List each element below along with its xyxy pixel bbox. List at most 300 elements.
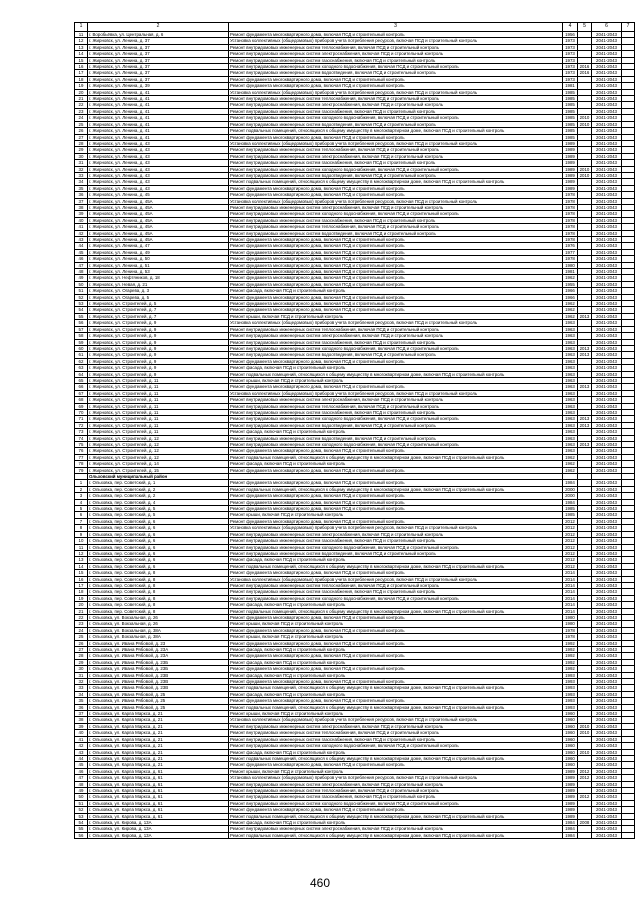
cell-planned-period: 2041-2043 bbox=[592, 499, 622, 505]
cell-row-number: 79 bbox=[75, 467, 88, 473]
column-header: 5 bbox=[578, 23, 592, 32]
cell-planned-period: 2041-2043 bbox=[592, 384, 622, 390]
cell-row-number: 40 bbox=[75, 730, 88, 736]
cell-row-number: 39 bbox=[75, 211, 88, 217]
cell-row-number: 76 bbox=[75, 448, 88, 454]
cell-planned-period: 2041-2043 bbox=[592, 608, 622, 614]
cell-row-number: 44 bbox=[75, 755, 88, 761]
cell-work-type: Ремонт фундамента многоквартирного дома, включая ПСД и строительный контроль bbox=[229, 294, 563, 300]
cell-build-year: 1993 bbox=[563, 679, 578, 685]
cell-address: г. Ольховка, пер. Советский, д. 4 bbox=[88, 499, 229, 505]
cell-planned-period: 2041-2043 bbox=[592, 89, 622, 95]
cell-planned-period: 2041-2043 bbox=[592, 538, 622, 544]
cell-work-type: Ремонт внутридомовых инженерных систем холодного водоснабжения, включая ПСД и строительный контроль bbox=[229, 166, 563, 172]
cell-address: г. Ольховка, ул. Кирова, д. 13А bbox=[88, 826, 229, 832]
cell-row-number: 32 bbox=[75, 166, 88, 172]
cell-last-repair-year: 2010 bbox=[578, 749, 592, 755]
cell-work-type: Ремонт фундамента многоквартирного дома, включая ПСД и строительный контроль bbox=[229, 640, 563, 646]
cell-last-repair-year: 2012 bbox=[578, 768, 592, 774]
cell-address: г. Жирновск, ул. Ленина, д. 43 bbox=[88, 160, 229, 166]
cell-build-year: 1985 bbox=[563, 89, 578, 95]
cell-build-year: 1963 bbox=[563, 326, 578, 332]
cell-row-number: 45 bbox=[75, 249, 88, 255]
cell-work-type: Ремонт фундамента многоквартирного дома, включая ПСД и строительный контроль bbox=[229, 614, 563, 620]
cell-address: г. Ольховка, ул. Карла Маркса, д. 61 bbox=[88, 787, 229, 793]
cell-work-type: Ремонт внутридомовых инженерных систем водоотведения, включая ПСД и строительный контроль bbox=[229, 422, 563, 428]
cell-work-type: Ремонт подвальных помещений, относящихся к общему имуществу в многоквартирном доме, включая ПСД и строительный контроль bbox=[229, 563, 563, 569]
cell-address: г. Жирновск, ул. Ленина, д. 45А bbox=[88, 198, 229, 204]
cell-build-year: 2012 bbox=[563, 557, 578, 563]
cell-planned-period: 2041-2043 bbox=[592, 787, 622, 793]
cell-last-repair-year: 2008 bbox=[578, 819, 592, 825]
cell-work-type: Ремонт внутридомовых инженерных систем теплоснабжения, включая ПСД и строительный контроль bbox=[229, 326, 563, 332]
cell-address: г. Ольховка, ул. Карла Маркса, д. 21 bbox=[88, 755, 229, 761]
cell-work-type: Ремонт фасада, включая ПСД и строительный контроль bbox=[229, 365, 563, 371]
cell-planned-period: 2041-2043 bbox=[592, 730, 622, 736]
cell-build-year: 1989 bbox=[563, 787, 578, 793]
cell-address: г. Жирновск, ул. Ленина, д. 37 bbox=[88, 38, 229, 44]
cell-row-number: 63 bbox=[75, 365, 88, 371]
cell-row-number: 2 bbox=[75, 486, 88, 492]
cell-row-number: 28 bbox=[75, 140, 88, 146]
cell-row-number: 15 bbox=[75, 570, 88, 576]
cell-row-number: 40 bbox=[75, 217, 88, 223]
cell-address: г. Ольховка, ул. Карла Маркса, д. 21 bbox=[88, 723, 229, 729]
cell-extra bbox=[622, 832, 635, 838]
cell-address: г. Ольховка, ул. Карла Маркса, д. 21 bbox=[88, 711, 229, 717]
cell-planned-period: 2041-2043 bbox=[592, 486, 622, 492]
cell-planned-period: 2041-2043 bbox=[592, 281, 622, 287]
cell-row-number: 9 bbox=[75, 531, 88, 537]
cell-build-year: 1963 bbox=[563, 390, 578, 396]
cell-row-number: 75 bbox=[75, 442, 88, 448]
cell-row-number: 13 bbox=[75, 44, 88, 50]
cell-row-number: 47 bbox=[75, 775, 88, 781]
cell-planned-period: 2041-2043 bbox=[592, 768, 622, 774]
cell-work-type: Ремонт фундамента многоквартирного дома, включая ПСД и строительный контроль bbox=[229, 237, 563, 243]
cell-address: г. Жирновск, ул. Ленина, д. 50 bbox=[88, 256, 229, 262]
cell-row-number: 62 bbox=[75, 358, 88, 364]
cell-work-type: Ремонт подвальных помещений, относящихся к общему имуществу в многоквартирном доме, включая ПСД и строительный контроль bbox=[229, 128, 563, 134]
cell-last-repair-year: 2010 bbox=[578, 730, 592, 736]
cell-row-number: 43 bbox=[75, 749, 88, 755]
cell-planned-period: 2041-2043 bbox=[592, 262, 622, 268]
cell-planned-period: 2041-2043 bbox=[592, 301, 622, 307]
cell-planned-period: 2041-2043 bbox=[592, 51, 622, 57]
cell-build-year: 1973 bbox=[563, 64, 578, 70]
cell-planned-period: 2041-2043 bbox=[592, 409, 622, 415]
cell-build-year: 1985 bbox=[563, 115, 578, 121]
cell-last-repair-year: 2010 bbox=[578, 172, 592, 178]
cell-address: г. Жирновск, ул. Строителей, д. 9 bbox=[88, 333, 229, 339]
cell-work-type: Ремонт внутридомовых инженерных систем холодного водоснабжения, включая ПСД и строительный контроль bbox=[229, 743, 563, 749]
cell-planned-period: 2041-2043 bbox=[592, 32, 622, 38]
cell-build-year: 1989 bbox=[563, 179, 578, 185]
cell-row-number: 31 bbox=[75, 160, 88, 166]
cell-row-number: 48 bbox=[75, 269, 88, 275]
cell-address: г. Ольховка, ул. Карла Маркса, д. 61 bbox=[88, 768, 229, 774]
cell-planned-period: 2041-2043 bbox=[592, 570, 622, 576]
cell-address: г. Жирновск, ул. Нефтяников, д. 18 bbox=[88, 275, 229, 281]
cell-build-year: 1963 bbox=[563, 442, 578, 448]
cell-work-type: Ремонт внутридомовых инженерных систем газоснабжения, включая ПСД и строительный контроль bbox=[229, 339, 563, 345]
cell-planned-period: 2041-2043 bbox=[592, 685, 622, 691]
cell-row-number: 4 bbox=[75, 499, 88, 505]
cell-planned-period: 2041-2043 bbox=[592, 377, 622, 383]
cell-planned-period: 2041-2043 bbox=[592, 698, 622, 704]
cell-last-repair-year: 2012 bbox=[578, 775, 592, 781]
cell-planned-period: 2041-2043 bbox=[592, 531, 622, 537]
cell-address: г. Жирновск, ул. Ленина, д. 37 bbox=[88, 76, 229, 82]
cell-address: г. Жирновск, ул. Строителей, д. 11 bbox=[88, 429, 229, 435]
cell-build-year: 1993 bbox=[563, 672, 578, 678]
cell-address: г. Ольховка, ул. Ивана Рябовой, д. 25 bbox=[88, 698, 229, 704]
cell-row-number: 21 bbox=[75, 96, 88, 102]
cell-address: г. Жирновск, ул. Строителей, д. 9 bbox=[88, 358, 229, 364]
cell-planned-period: 2041-2043 bbox=[592, 102, 622, 108]
cell-address: г. Ольховка, ул. Ивана Рябовой, д. 25 bbox=[88, 704, 229, 710]
cell-planned-period: 2041-2043 bbox=[592, 121, 622, 127]
cell-address: г. Ольховка, пер. Советский, д. 8 bbox=[88, 608, 229, 614]
cell-planned-period: 2041-2043 bbox=[592, 794, 622, 800]
cell-row-number: 29 bbox=[75, 147, 88, 153]
cell-address: г. Жирновск, ул. Строителей, д. 12 bbox=[88, 435, 229, 441]
cell-planned-period: 2041-2043 bbox=[592, 563, 622, 569]
cell-planned-period: 2041-2043 bbox=[592, 621, 622, 627]
cell-work-type: Ремонт подвальных помещений, относящихся к общему имуществу в многоквартирном доме, включая ПСД и строительный контроль bbox=[229, 608, 563, 614]
cell-work-type: Ремонт подвальных помещений, относящихся к общему имуществу в многоквартирном доме, включая ПСД и строительный контроль bbox=[229, 685, 563, 691]
cell-planned-period: 2041-2043 bbox=[592, 640, 622, 646]
cell-work-type: Ремонт фундамента многоквартирного дома, включая ПСД и строительный контроль bbox=[229, 448, 563, 454]
cell-planned-period: 2041-2043 bbox=[592, 326, 622, 332]
cell-address: г. Жирновск, ул. Ленина, д. 43 bbox=[88, 166, 229, 172]
cell-planned-period: 2041-2043 bbox=[592, 192, 622, 198]
cell-row-number: 44 bbox=[75, 243, 88, 249]
cell-address: г. Ольховка, ул. Вокзальная, д. 26 bbox=[88, 614, 229, 620]
cell-work-type: Ремонт внутридомовых инженерных систем теплоснабжения, включая ПСД и строительный контроль bbox=[229, 403, 563, 409]
cell-row-number: 37 bbox=[75, 198, 88, 204]
cell-row-number: 12 bbox=[75, 550, 88, 556]
cell-planned-period: 2041-2043 bbox=[592, 345, 622, 351]
cell-address: г. Жирновск, ул. Строителей, д. 15 bbox=[88, 467, 229, 473]
cell-planned-period: 2041-2043 bbox=[592, 140, 622, 146]
cell-planned-period: 2041-2043 bbox=[592, 493, 622, 499]
cell-planned-period: 2041-2043 bbox=[592, 666, 622, 672]
cell-planned-period: 2041-2043 bbox=[592, 358, 622, 364]
cell-row-number: 38 bbox=[75, 204, 88, 210]
cell-work-type: Ремонт внутридомовых инженерных систем газоснабжения, включая ПСД и строительный контроль bbox=[229, 409, 563, 415]
cell-build-year: 1989 bbox=[563, 160, 578, 166]
cell-row-number: 23 bbox=[75, 108, 88, 114]
cell-address: г. Ольховка, пер. Советский, д. 5 bbox=[88, 512, 229, 518]
cell-work-type: Ремонт внутридомовых инженерных систем водоотведения, включая ПСД и строительный контроль bbox=[229, 70, 563, 76]
cell-build-year: 1962 bbox=[563, 467, 578, 473]
cell-planned-period: 2041-2043 bbox=[592, 653, 622, 659]
cell-work-type: Ремонт внутридомовых инженерных систем электроснабжения, включая ПСД и строительный контроль bbox=[229, 51, 563, 57]
cell-build-year: 1993 bbox=[563, 685, 578, 691]
cell-build-year: 1989 bbox=[563, 800, 578, 806]
cell-work-type: Установка коллективных (общедомовых) приборов учета потребления ресурсов, включая ПСД и строительный контроль bbox=[229, 89, 563, 95]
cell-address: г. Жирновск, ул. Строителей, д. 7 bbox=[88, 307, 229, 313]
cell-work-type: Ремонт внутридомовых инженерных систем электроснабжения, включая ПСД и строительный контроль bbox=[229, 204, 563, 210]
cell-address: г. Ольховка, ул. Карла Маркса, д. 61 bbox=[88, 813, 229, 819]
column-header: 6 bbox=[592, 23, 622, 32]
cell-address: г. Жирновск, ул. Ленина, д. 43 bbox=[88, 140, 229, 146]
cell-address: г. Жирновск, ул. Ленина, д. 41 bbox=[88, 115, 229, 121]
cell-row-number: 47 bbox=[75, 262, 88, 268]
cell-work-type: Ремонт внутридомовых инженерных систем холодного водоснабжения, включая ПСД и строительный контроль bbox=[229, 211, 563, 217]
cell-address: Ольховский муниципальный район bbox=[88, 474, 229, 480]
cell-address: г. Жирновск, ул. Невая, д. 21 bbox=[88, 281, 229, 287]
page-number: 460 bbox=[309, 876, 331, 890]
cell-planned-period: 2041-2043 bbox=[592, 57, 622, 63]
cell-last-repair-year: 2013 bbox=[578, 384, 592, 390]
cell-address: г. Ольховка, ул. Карла Маркса, д. 21 bbox=[88, 762, 229, 768]
cell-build-year: 1960 bbox=[563, 749, 578, 755]
cell-build-year: 1978 bbox=[563, 237, 578, 243]
cell-work-type: Ремонт внутридомовых инженерных систем электроснабжения, включая ПСД и строительный контроль bbox=[229, 102, 563, 108]
cell-work-type: Ремонт внутридомовых инженерных систем водоотведения, включая ПСД и строительный контроль bbox=[229, 352, 563, 358]
cell-build-year: 1966 bbox=[563, 294, 578, 300]
cell-work-type: Ремонт фасада, включая ПСД и строительный контроль bbox=[229, 429, 563, 435]
cell-address: г. Жирновск, ул. Ленина, д. 41 bbox=[88, 108, 229, 114]
cell-address: г. Ольховка, ул. Вокзальная, д. 38А bbox=[88, 634, 229, 640]
cell-planned-period: 2041-2043 bbox=[592, 160, 622, 166]
cell-build-year: 2014 bbox=[563, 589, 578, 595]
cell-planned-period: 2041-2043 bbox=[592, 704, 622, 710]
cell-row-number: 23 bbox=[75, 621, 88, 627]
cell-work-type: Ремонт фундамента многоквартирного дома, включая ПСД и строительный контроль bbox=[229, 570, 563, 576]
cell-planned-period: 2041-2043 bbox=[592, 755, 622, 761]
cell-work-type: Ремонт внутридомовых инженерных систем электроснабжения, включая ПСД и строительный контроль bbox=[229, 153, 563, 159]
cell-address: г. Ольховка, ул. Карла Маркса, д. 61 bbox=[88, 800, 229, 806]
cell-planned-period: 2041-2043 bbox=[592, 454, 622, 460]
cell-build-year: 1963 bbox=[563, 435, 578, 441]
cell-work-type: Установка коллективных (общедомовых) приборов учета потребления ресурсов, включая ПСД и строительный контроль bbox=[229, 38, 563, 44]
cell-build-year: 1962 bbox=[563, 313, 578, 319]
cell-work-type: Ремонт внутридомовых инженерных систем электроснабжения, включая ПСД и строительный контроль bbox=[229, 723, 563, 729]
cell-work-type: Ремонт внутридомовых инженерных систем электроснабжения, включая ПСД и строительный контроль bbox=[229, 781, 563, 787]
cell-work-type: Ремонт внутридомовых инженерных систем теплоснабжения, включая ПСД и строительный контроль bbox=[229, 582, 563, 588]
cell-row-number: 68 bbox=[75, 397, 88, 403]
cell-planned-period: 2041-2043 bbox=[592, 525, 622, 531]
cell-work-type: Ремонт фундамента многоквартирного дома, включая ПСД и строительный контроль bbox=[229, 269, 563, 275]
table-body bbox=[75, 32, 635, 839]
cell-work-type: Ремонт фундамента многоквартирного дома, включая ПСД и строительный контроль bbox=[229, 32, 563, 38]
cell-row-number: 17 bbox=[75, 582, 88, 588]
cell-build-year: 1973 bbox=[563, 76, 578, 82]
cell-row-number: 14 bbox=[75, 563, 88, 569]
cell-build-year: 2014 bbox=[563, 602, 578, 608]
cell-build-year: 1963 bbox=[563, 397, 578, 403]
cell-planned-period: 2041-2043 bbox=[592, 237, 622, 243]
cell-row-number: 56 bbox=[75, 320, 88, 326]
cell-build-year: 1984 bbox=[563, 819, 578, 825]
cell-last-repair-year: 2013 bbox=[578, 352, 592, 358]
cell-build-year: 1973 bbox=[563, 57, 578, 63]
cell-row-number: 51 bbox=[75, 288, 88, 294]
cell-build-year: 1963 bbox=[563, 377, 578, 383]
cell-planned-period: 2041-2043 bbox=[592, 775, 622, 781]
cell-work-type: Ремонт фундамента многоквартирного дома, включая ПСД и строительный контроль bbox=[229, 185, 563, 191]
cell-row-number: 53 bbox=[75, 301, 88, 307]
cell-work-type: Ремонт фундамента многоквартирного дома, включая ПСД и строительный контроль bbox=[229, 506, 563, 512]
cell-row-number: 33 bbox=[75, 172, 88, 178]
cell-planned-period: 2041-2043 bbox=[592, 480, 622, 486]
cell-planned-period: 2041-2043 bbox=[592, 179, 622, 185]
cell-build-year: 1963 bbox=[563, 358, 578, 364]
cell-build-year: 1960 bbox=[563, 755, 578, 761]
cell-row-number: 65 bbox=[75, 377, 88, 383]
cell-build-year: 1963 bbox=[563, 333, 578, 339]
cell-work-type: Установка коллективных (общедомовых) приборов учета потребления ресурсов, включая ПСД и строительный контроль bbox=[229, 198, 563, 204]
cell-address: г. Жирновск, ул. Ленина, д. 49 bbox=[88, 249, 229, 255]
cell-address: г. Жирновск, ул. Строителей, д. 11 bbox=[88, 390, 229, 396]
cell-build-year: 1985 bbox=[563, 102, 578, 108]
cell-build-year: 1960 bbox=[563, 762, 578, 768]
cell-work-type: Ремонт фасада, включая ПСД и строительный контроль bbox=[229, 691, 563, 697]
cell-build-year: 2012 bbox=[563, 563, 578, 569]
cell-planned-period: 2041-2043 bbox=[592, 185, 622, 191]
cell-address: г. Жирновск, ул. Строителей, д. 12 bbox=[88, 448, 229, 454]
cell-row-number: 12 bbox=[75, 38, 88, 44]
cell-row-number: 64 bbox=[75, 371, 88, 377]
cell-row-number: 36 bbox=[75, 192, 88, 198]
cell-build-year: 1992 bbox=[563, 640, 578, 646]
cell-build-year: 1989 bbox=[563, 185, 578, 191]
cell-build-year: 1963 bbox=[563, 403, 578, 409]
cell-row-number: 74 bbox=[75, 435, 88, 441]
cell-planned-period: 2041-2043 bbox=[592, 166, 622, 172]
cell-address: г. Жирновск, ул. Огарева, д. 3 bbox=[88, 288, 229, 294]
cell-address: г. Жирновск, ул. Ленина, д. 43 bbox=[88, 185, 229, 191]
cell-address: г. Жирновск, ул. Ленина, д. 37 bbox=[88, 57, 229, 63]
cell-row-number: 37 bbox=[75, 711, 88, 717]
cell-build-year: 1973 bbox=[563, 44, 578, 50]
cell-row-number: 73 bbox=[75, 429, 88, 435]
cell-planned-period: 2041-2043 bbox=[592, 397, 622, 403]
cell-row-number: 26 bbox=[75, 128, 88, 134]
cell-row-number: 11 bbox=[75, 32, 88, 38]
cell-work-type: Ремонт внутридомовых инженерных систем газоснабжения, включая ПСД и строительный контроль bbox=[229, 794, 563, 800]
cell-address: г. Ольховка, пер. Советский, д. 6 bbox=[88, 563, 229, 569]
cell-row-number: 71 bbox=[75, 416, 88, 422]
cell-last-repair-year: 2010 bbox=[578, 166, 592, 172]
cell-build-year: 1985 bbox=[563, 128, 578, 134]
cell-row-number: 8 bbox=[75, 525, 88, 531]
cell-build-year: 2012 bbox=[563, 538, 578, 544]
cell-work-type: Ремонт фундамента многоквартирного дома, включая ПСД и строительный контроль bbox=[229, 653, 563, 659]
cell-work-type: Ремонт фундамента многоквартирного дома, включая ПСД и строительный контроль bbox=[229, 243, 563, 249]
cell-row-number: 19 bbox=[75, 595, 88, 601]
cell-work-type: Ремонт фундамента многоквартирного дома, включая ПСД и строительный контроль bbox=[229, 301, 563, 307]
cell-work-type: Ремонт подвальных помещений, относящихся к общему имуществу в многоквартирном доме, включая ПСД и строительный контроль bbox=[229, 832, 563, 838]
cell-work-type: Ремонт фундамента многоквартирного дома, включая ПСД и строительный контроль bbox=[229, 249, 563, 255]
cell-row-number: 38 bbox=[75, 717, 88, 723]
cell-work-type: Ремонт подвальных помещений, относящихся к общему имуществу в многоквартирном доме, включая ПСД и строительный контроль bbox=[229, 486, 563, 492]
cell-planned-period: 2041-2043 bbox=[592, 813, 622, 819]
cell-row-number: 45 bbox=[75, 762, 88, 768]
cell-work-type: Ремонт фундамента многоквартирного дома, включая ПСД и строительный контроль bbox=[229, 467, 563, 473]
cell-planned-period: 2041-2043 bbox=[592, 550, 622, 556]
cell-work-type: Ремонт внутридомовых инженерных систем водоотведения, включая ПСД и строительный контроль bbox=[229, 435, 563, 441]
cell-work-type: Ремонт внутридомовых инженерных систем электроснабжения, включая ПСД и строительный контроль bbox=[229, 397, 563, 403]
cell-work-type: Ремонт подвальных помещений, относящихся к общему имуществу в многоквартирном доме, включая ПСД и строительный контроль bbox=[229, 371, 563, 377]
cell-address: г. Ольховка, пер. Советский, д. 2 bbox=[88, 493, 229, 499]
cell-row-number: 28 bbox=[75, 653, 88, 659]
cell-last-repair-year: 2016 bbox=[578, 70, 592, 76]
cell-address: г. Ольховка, пер. Советский, д. 8 bbox=[88, 589, 229, 595]
cell-row-number: 35 bbox=[75, 698, 88, 704]
cell-address: г. Жирновск, ул. Строителей, д. 9 bbox=[88, 320, 229, 326]
cell-address: г. Жирновск, ул. Строителей, д. 12 bbox=[88, 454, 229, 460]
cell-row-number: 55 bbox=[75, 826, 88, 832]
cell-planned-period: 2041-2043 bbox=[592, 307, 622, 313]
cell-build-year: 1978 bbox=[563, 256, 578, 262]
cell-address: г. Жирновск, ул. Ленина, д. 45А bbox=[88, 211, 229, 217]
cell-work-type: Ремонт внутридомовых инженерных систем холодного водоснабжения, включая ПСД и строительный контроль bbox=[229, 595, 563, 601]
cell-address: г. Ольховка, ул. Карла Маркса, д. 21 bbox=[88, 730, 229, 736]
cell-work-type: Ремонт внутридомовых инженерных систем холодного водоснабжения, включая ПСД и строительный контроль bbox=[229, 442, 563, 448]
cell-planned-period: 2041-2043 bbox=[592, 832, 622, 838]
cell-build-year: 1984 bbox=[563, 499, 578, 505]
cell-address: г. Ольховка, ул. Карла Маркса, д. 21 bbox=[88, 743, 229, 749]
cell-build-year: 1980 bbox=[563, 614, 578, 620]
cell-planned-period: 2041-2043 bbox=[592, 390, 622, 396]
cell-address: г. Жирновск, ул. Ленина, д. 53 bbox=[88, 269, 229, 275]
cell-row-number: 34 bbox=[75, 691, 88, 697]
cell-build-year: 2000 bbox=[563, 493, 578, 499]
cell-row-number: 14 bbox=[75, 51, 88, 57]
cell-planned-period: 2041-2043 bbox=[592, 64, 622, 70]
cell-address: г. Жирновск, ул. Строителей, д. 9 bbox=[88, 352, 229, 358]
cell-work-type: Установка коллективных (общедомовых) приборов учета потребления ресурсов, включая ПСД и строительный контроль bbox=[229, 525, 563, 531]
cell-last-repair-year: 2010 bbox=[578, 723, 592, 729]
cell-row-number: 18 bbox=[75, 589, 88, 595]
cell-address: г. Ольховка, ул. Ивана Рябовой, д. 23Б bbox=[88, 659, 229, 665]
cell-work-type: Ремонт внутридомовых инженерных систем холодного водоснабжения, включая ПСД и строительный контроль bbox=[229, 416, 563, 422]
cell-row-number: 46 bbox=[75, 768, 88, 774]
cell-build-year: 2012 bbox=[563, 550, 578, 556]
cell-address: г. Жирновск, ул. Строителей, д. 7 bbox=[88, 313, 229, 319]
cell-planned-period: 2041-2043 bbox=[592, 352, 622, 358]
cell-build-year: 2014 bbox=[563, 570, 578, 576]
cell-row-number: 26 bbox=[75, 640, 88, 646]
cell-planned-period: 2041-2043 bbox=[592, 333, 622, 339]
cell-address: г. Ольховка, ул. Карла Маркса, д. 21 bbox=[88, 749, 229, 755]
cell-planned-period: 2041-2043 bbox=[592, 800, 622, 806]
cell-address: г. Ольховка, пер. Советский, д. 8 bbox=[88, 602, 229, 608]
cell-address: г. Ольховка, пер. Советский, д. 8 bbox=[88, 595, 229, 601]
cell-last-repair-year bbox=[578, 832, 592, 838]
cell-address: г. Ольховка, пер. Советский, д. 8 bbox=[88, 570, 229, 576]
cell-row-number: 46 bbox=[75, 256, 88, 262]
cell-row-number: 29 bbox=[75, 659, 88, 665]
cell-work-type: Ремонт фундамента многоквартирного дома, включая ПСД и строительный контроль bbox=[229, 480, 563, 486]
cell-work-type: Ремонт фундамента многоквартирного дома, включая ПСД и строительный контроль bbox=[229, 358, 563, 364]
cell-work-type: Ремонт внутридомовых инженерных систем газоснабжения, включая ПСД и строительный контроль bbox=[229, 108, 563, 114]
cell-build-year: 1981 bbox=[563, 269, 578, 275]
cell-address: г. Ольховка, ул. Кирова, д. 13А bbox=[88, 832, 229, 838]
cell-work-type: Ремонт внутридомовых инженерных систем теплоснабжения, включая ПСД и строительный контроль bbox=[229, 730, 563, 736]
cell-work-type: Установка коллективных (общедомовых) приборов учета потребления ресурсов, включая ПСД и строительный контроль bbox=[229, 320, 563, 326]
cell-build-year: 1962 bbox=[563, 461, 578, 467]
cell-work-type: Ремонт крыши, включая ПСД и строительный контроль bbox=[229, 313, 563, 319]
cell-build-year: 1963 bbox=[563, 339, 578, 345]
cell-work-type: Ремонт фундамента многоквартирного дома, включая ПСД и строительный контроль bbox=[229, 627, 563, 633]
cell-work-type: Ремонт внутридомовых инженерных систем теплоснабжения, включая ПСД и строительный контроль bbox=[229, 787, 563, 793]
cell-work-type: Ремонт внутридомовых инженерных систем газоснабжения, включая ПСД и строительный контроль bbox=[229, 217, 563, 223]
